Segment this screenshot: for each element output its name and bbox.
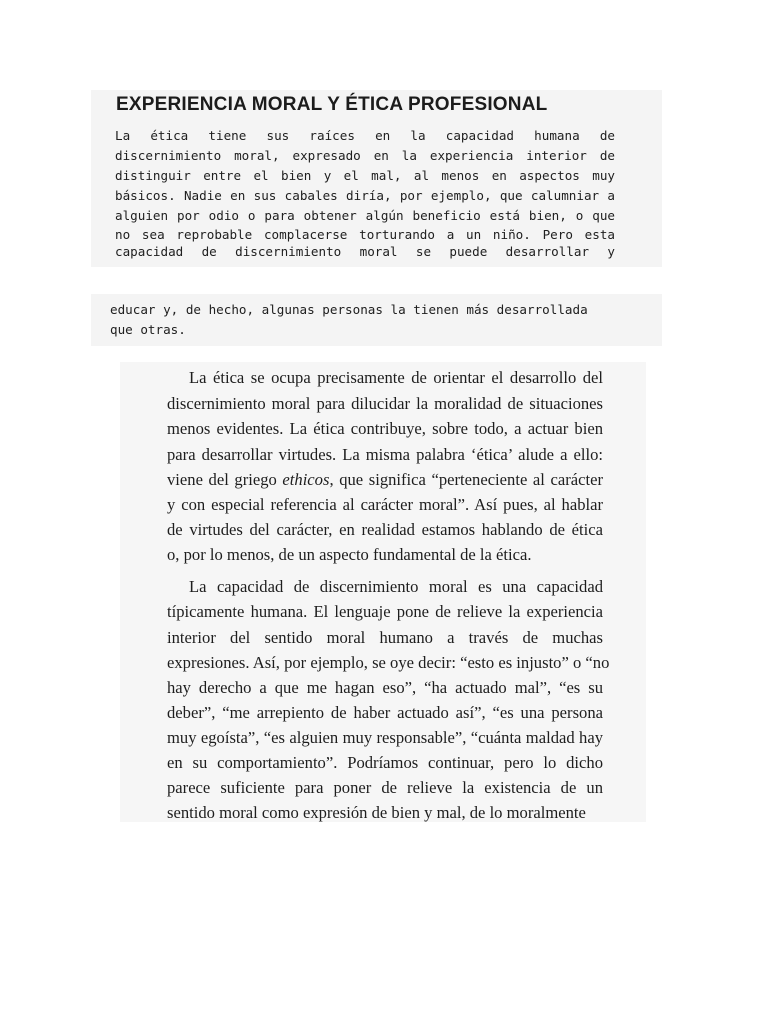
intro-line: que otras. <box>110 322 186 337</box>
paragraph-line: parece suficiente para poner de relieve la existencia de un <box>167 778 603 797</box>
text-run: viene del griego <box>167 470 283 489</box>
paragraph-line: La ética se ocupa precisamente de orientar el desarrollo del <box>189 368 603 387</box>
paragraph-line: menos evidentes. La ética contribuye, sobre todo, a actuar bien <box>167 419 603 438</box>
intro-line: no sea reprobable complacerse torturando a un niño. Pero esta <box>115 227 615 242</box>
paragraph-line: en su comportamiento”. Podríamos continuar, pero lo dicho <box>167 753 603 772</box>
paragraph-line: discernimiento moral para dilucidar la moralidad de situaciones <box>167 394 603 413</box>
intro-line: La ética tiene sus raíces en la capacidad humana de <box>115 128 615 143</box>
intro-line: discernimiento moral, expresado en la experiencia interior de <box>115 148 615 163</box>
intro-line: distinguir entre el bien y el mal, al menos en aspectos muy <box>115 168 615 183</box>
paragraph-line: La capacidad de discernimiento moral es una capacidad <box>189 577 603 596</box>
paragraph-line: para desarrollar virtudes. La misma palabra ‘ética’ alude a ello: <box>167 445 603 464</box>
paragraph-line: interior del sentido moral humano a través de muchas <box>167 628 603 647</box>
paragraph-line: deber”, “me arrepiento de haber actuado así”, “es una persona <box>167 703 603 722</box>
paragraph-line <box>167 466 603 493</box>
paragraph-line: sentido moral como expresión de bien y mal, de lo moralmente <box>167 803 586 822</box>
intro-line: básicos. Nadie en sus cabales diría, por ejemplo, que calumniar a <box>115 188 615 203</box>
intro-line: educar y, de hecho, algunas personas la tienen más desarrollada <box>110 302 588 317</box>
paragraph-line: o, por lo menos, de un aspecto fundamental de la ética. <box>167 545 532 564</box>
paragraph-line: típicamente humana. El lenguaje pone de relieve la experiencia <box>167 602 603 621</box>
paragraph-line: muy egoísta”, “es alguien muy responsable”, “cuánta maldad hay <box>167 728 603 747</box>
paragraph-line: expresiones. Así, por ejemplo, se oye decir: “esto es injusto” o “no <box>167 653 610 672</box>
intro-line: capacidad de discernimiento moral se puede desarrollar y <box>115 244 615 259</box>
document-heading: EXPERIENCIA MORAL Y ÉTICA PROFESIONAL <box>116 94 548 115</box>
paragraph-line: y con especial referencia al carácter moral”. Así pues, al hablar <box>167 495 603 514</box>
paragraph-line: hay derecho a que me hagan eso”, “ha actuado mal”, “es su <box>167 678 603 697</box>
text-run: , que significa “perteneciente al carácter <box>329 470 603 489</box>
intro-line: alguien por odio o para obtener algún beneficio está bien, o que <box>115 208 615 223</box>
paragraph-line: de virtudes del carácter, en realidad estamos hablando de ética <box>167 520 603 539</box>
italic-term: ethicos <box>282 470 330 489</box>
